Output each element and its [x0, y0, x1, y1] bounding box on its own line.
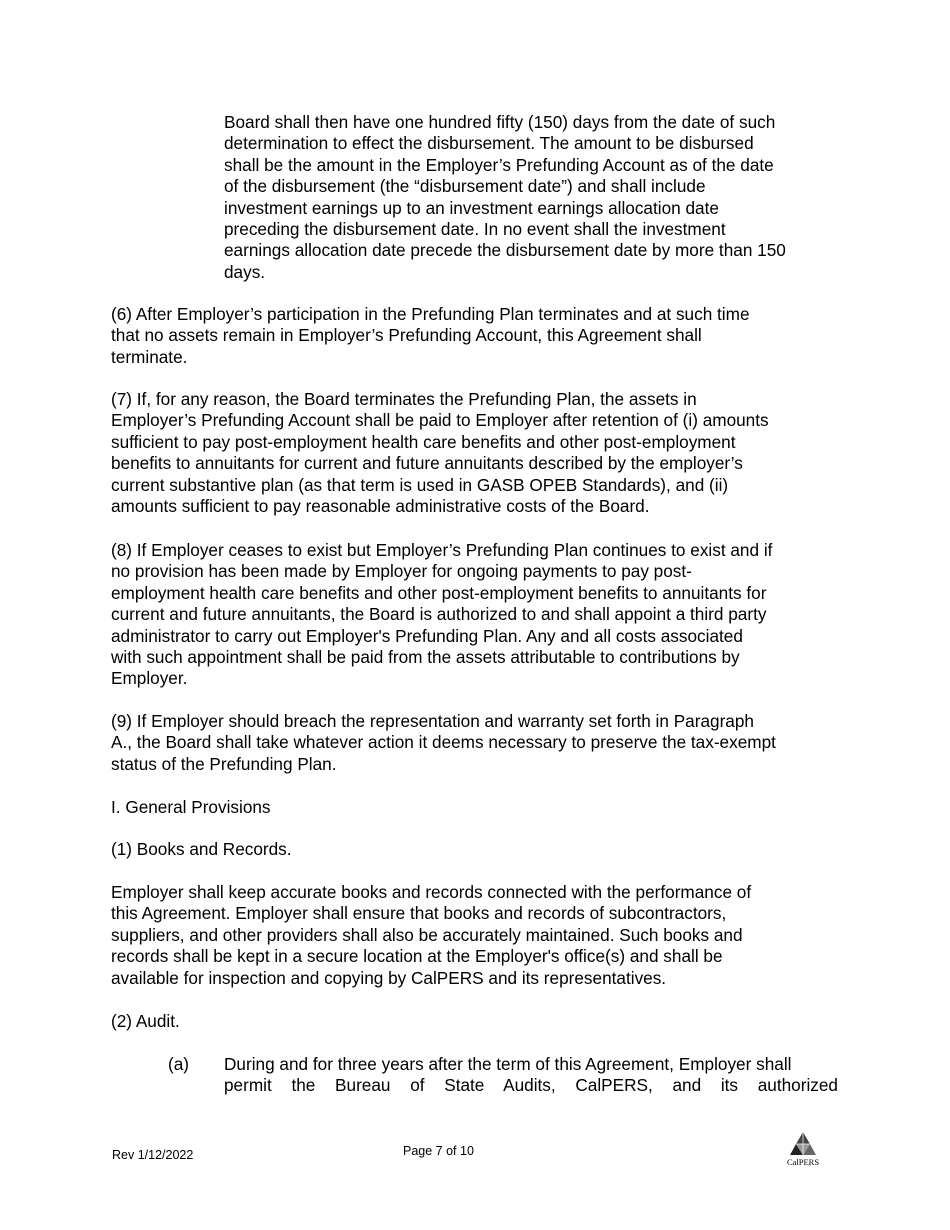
text-line: terminate. — [111, 346, 188, 367]
text-line: current and future annuitants, the Board is authorized to and shall appoint a third party — [111, 604, 767, 625]
revision-date: Rev 1/12/2022 — [112, 1148, 194, 1162]
paragraph-9 — [111, 711, 839, 775]
text-line: no provision has been made by Employer for ongoing payments to pay post- — [111, 561, 692, 582]
text-line: Employer shall keep accurate books and records connected with the performance of — [111, 882, 752, 902]
text-line: of the disbursement (the “disbursement date”) and shall include — [224, 176, 706, 197]
paragraph-6 — [111, 304, 839, 368]
paragraph-8 — [111, 540, 839, 690]
text-line: determination to effect the disbursement. The amount to be disbursed — [224, 133, 754, 154]
text-line: benefits to annuitants for current and future annuitants described by the employer’s — [111, 453, 743, 474]
list-marker-a: (a) — [168, 1054, 190, 1074]
text-line: current substantive plan (as that term is used in GASB OPEB Standards), and (ii) — [111, 474, 729, 495]
text-line: employment health care benefits and other post-employment benefits to annuitants for — [111, 582, 767, 603]
heading-text: I. General Provisions — [111, 797, 271, 817]
text-line: During and for three years after the term of this Agreement, Employer shall — [224, 1054, 792, 1074]
text-line: Board shall then have one hundred fifty (150) days from the date of such — [224, 112, 776, 132]
paragraph-7 — [111, 389, 839, 517]
text-line: (9) If Employer should breach the representation and warranty set forth in Paragraph — [111, 711, 754, 731]
audit-item-a — [224, 1054, 838, 1097]
text-line: records shall be kept in a secure location at the Employer's office(s) and shall be — [111, 946, 723, 967]
subheading-audit — [111, 1011, 839, 1032]
text-line: sufficient to pay post-employment health care benefits and other post-employment — [111, 431, 736, 452]
text-line: shall be the amount in the Employer’s Prefunding Account as of the date — [224, 154, 774, 175]
text-line: amounts sufficient to pay reasonable administrative costs of the Board. — [111, 496, 650, 517]
text-line: administrator to carry out Employer's Prefunding Plan. Any and all costs associated — [111, 625, 743, 646]
text-line: (8) If Employer ceases to exist but Employer’s Prefunding Plan continues to exist and if — [111, 540, 773, 560]
text-line: that no assets remain in Employer’s Prefunding Account, this Agreement shall — [111, 325, 702, 346]
text-line: earnings allocation date precede the disbursement date by more than 150 — [224, 240, 786, 261]
books-and-records-paragraph — [111, 882, 839, 989]
text-line: days. — [224, 261, 266, 282]
text-line: (6) After Employer’s participation in the Prefunding Plan terminates and at such time — [111, 304, 750, 324]
text-line: preceding the disbursement date. In no event shall the investment — [224, 219, 726, 240]
text-line: permit the Bureau of State Audits, CalPERS, and its authorized — [224, 1075, 838, 1096]
text-line: status of the Prefunding Plan. — [111, 753, 337, 774]
section-heading-general-provisions — [111, 797, 839, 818]
heading-text: (2) Audit. — [111, 1011, 180, 1031]
text-line: Employer’s Prefunding Account shall be paid to Employer after retention of (i) amounts — [111, 410, 769, 431]
text-line: (7) If, for any reason, the Board terminates the Prefunding Plan, the assets in — [111, 389, 697, 409]
text-line: suppliers, and other providers shall also be accurately maintained. Such books and — [111, 924, 743, 945]
text-line: available for inspection and copying by CalPERS and its representatives. — [111, 967, 667, 988]
subheading-books-and-records — [111, 839, 839, 860]
calpers-logo-icon — [783, 1130, 823, 1158]
text-line: A., the Board shall take whatever action it deems necessary to preserve the tax-exempt — [111, 732, 776, 753]
text-line: with such appointment shall be paid from the assets attributable to contributions by — [111, 647, 740, 668]
calpers-logo — [783, 1130, 823, 1170]
text-line: investment earnings up to an investment earnings allocation date — [224, 197, 719, 218]
text-line: Employer. — [111, 668, 188, 689]
text-line: this Agreement. Employer shall ensure that books and records of subcontractors, — [111, 903, 727, 924]
logo-wordmark: CalPERS — [786, 1157, 820, 1167]
heading-text: (1) Books and Records. — [111, 839, 292, 859]
page-number: Page 7 of 10 — [403, 1144, 474, 1158]
continuation-paragraph — [224, 112, 839, 283]
